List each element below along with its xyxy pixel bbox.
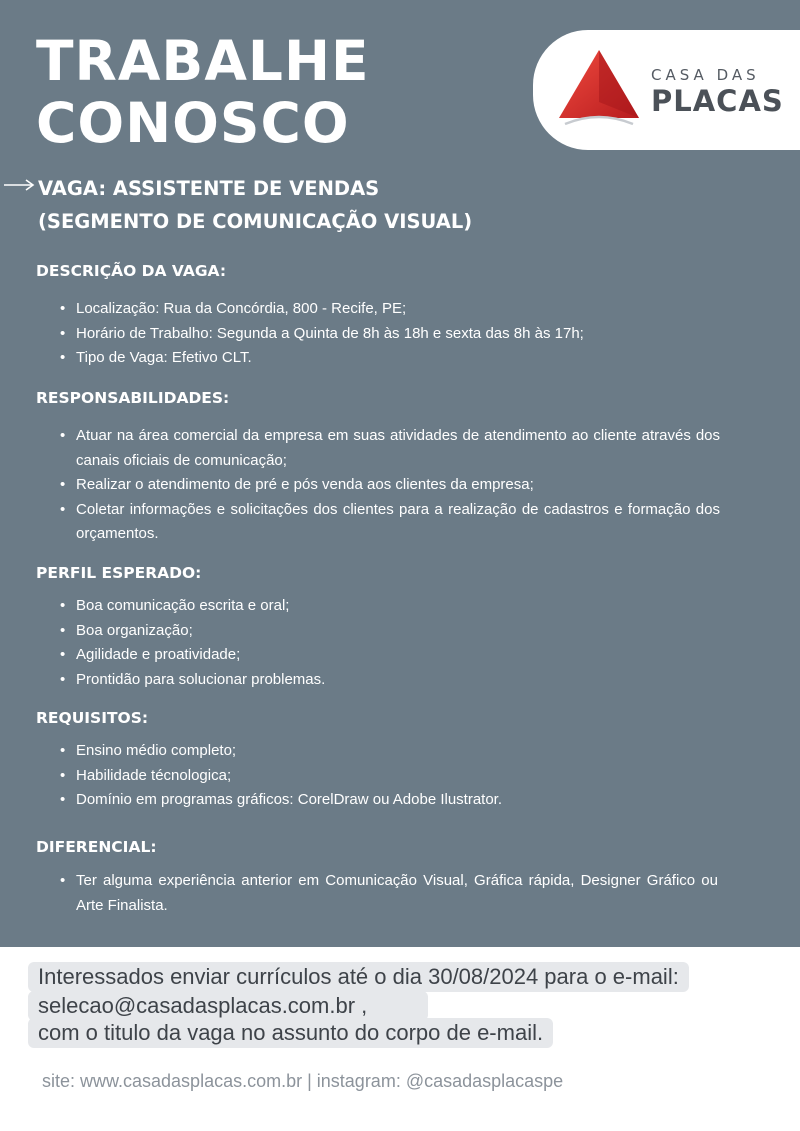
arrow-right-icon — [4, 178, 36, 192]
list-item: • Ensino médio completo; — [58, 739, 720, 764]
title-line-1: TRABALHE — [36, 29, 370, 93]
triangle-logo-icon — [557, 48, 641, 128]
list-item: • Coletar informações e solicitações dos clientes para a realização de cadastros e formação dos orçamentos. — [58, 498, 720, 547]
title-line-2: CONOSCO — [36, 91, 350, 155]
list-responsabilidades — [58, 424, 720, 547]
section-heading-descricao: DESCRIÇÃO DA VAGA: — [36, 262, 227, 280]
website-and-instagram: site: www.casadasplacas.com.br | instagram: @casadasplacaspe — [42, 1071, 564, 1091]
list-item: • Ter alguma experiência anterior em Comunicação Visual, Gráfica rápida, Designer Gráfico ou Arte Finalista. — [58, 869, 718, 918]
list-item: • Horário de Trabalho: Segunda a Quinta de 8h às 18h e sexta das 8h às 17h; — [58, 322, 738, 347]
job-title — [38, 172, 472, 238]
job-title-line-2: (SEGMENTO DE COMUNICAÇÃO VISUAL) — [38, 210, 473, 233]
list-diferencial — [58, 869, 718, 918]
list-perfil — [58, 594, 720, 692]
section-heading-diferencial: DIFERENCIAL: — [36, 838, 157, 856]
application-email: selecao@casadasplacas.com.br , — [28, 991, 428, 1021]
logo-text-placas: PLACAS — [651, 84, 784, 118]
list-item: • Agilidade e proatividade; — [58, 643, 720, 668]
list-item: • Atuar na área comercial da empresa em suas atividades de atendimento ao cliente através dos canais oficiais de comunicação; — [58, 424, 720, 473]
list-descricao — [58, 297, 738, 371]
list-item: • Prontidão para solucionar problemas. — [58, 668, 720, 693]
application-instructions-line-1: Interessados enviar currículos até o dia 30/08/2024 para o e-mail: — [28, 962, 689, 992]
section-heading-perfil: PERFIL ESPERADO: — [36, 564, 202, 582]
list-item: • Realizar o atendimento de pré e pós venda aos clientes da empresa; — [58, 473, 720, 498]
list-item: • Boa organização; — [58, 619, 720, 644]
section-heading-responsabilidades: RESPONSABILIDADES: — [36, 389, 230, 407]
section-heading-requisitos: REQUISITOS: — [36, 709, 149, 727]
company-logo — [533, 30, 800, 150]
job-title-line-1: VAGA: ASSISTENTE DE VENDAS — [38, 177, 380, 200]
list-item: • Localização: Rua da Concórdia, 800 - Recife, PE; — [58, 297, 738, 322]
list-item: • Tipo de Vaga: Efetivo CLT. — [58, 346, 738, 371]
logo-text-casa-das: CASA DAS — [651, 66, 760, 84]
page-title — [36, 30, 370, 154]
list-item: • Habilidade técnologica; — [58, 764, 720, 789]
application-instructions-line-3: com o titulo da vaga no assunto do corpo de e-mail. — [28, 1018, 553, 1048]
list-requisitos — [58, 739, 720, 813]
list-item: • Boa comunicação escrita e oral; — [58, 594, 720, 619]
list-item: • Domínio em programas gráficos: CorelDraw ou Adobe Ilustrator. — [58, 788, 720, 813]
